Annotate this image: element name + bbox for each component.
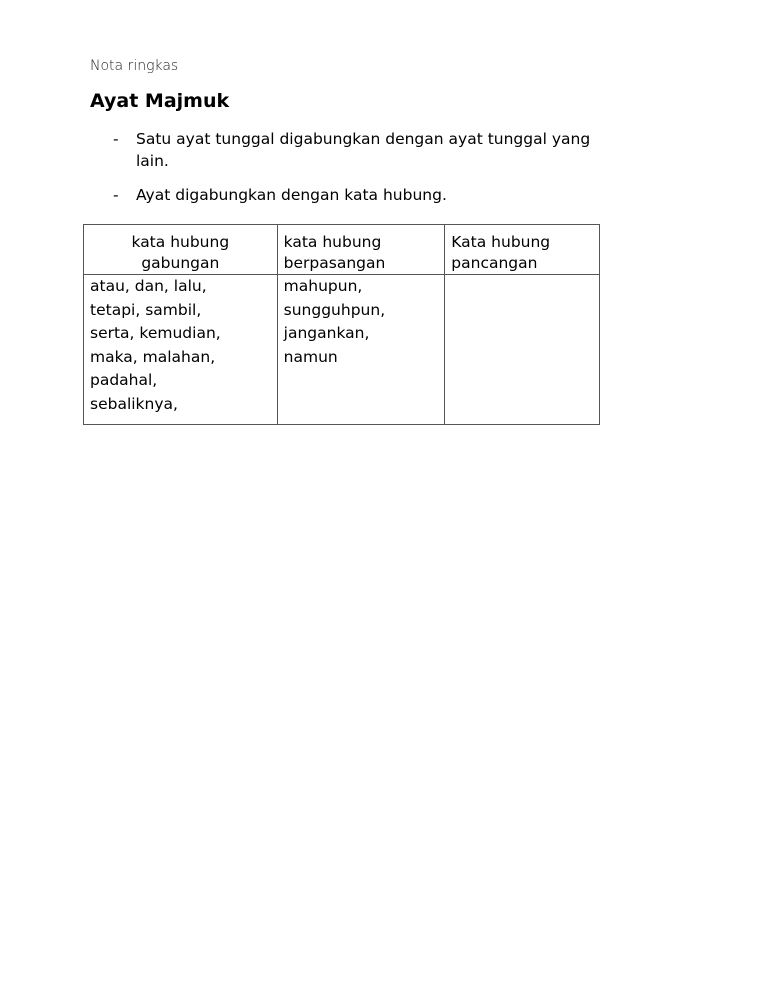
header-kata-hubung-pancangan xyxy=(445,225,600,275)
cell-line: maka, malahan, xyxy=(90,347,216,366)
cell-line: serta, kemudian, xyxy=(90,324,221,342)
bullet-item xyxy=(113,128,673,172)
bullet-text-line: lain. xyxy=(136,152,169,170)
page-title: Ayat Majmuk xyxy=(90,90,230,112)
header-line: gabungan xyxy=(141,254,220,272)
bullet-item xyxy=(113,184,673,206)
table-row xyxy=(84,275,600,425)
bullet-dash: - xyxy=(113,130,119,148)
bullet-list xyxy=(113,128,673,218)
cell-line: tetapi, sambil, xyxy=(90,300,202,319)
header-line: Kata hubung xyxy=(451,233,551,251)
bullet-dash: - xyxy=(113,186,119,204)
bullet-text-line: Ayat digabungkan dengan kata hubung. xyxy=(136,186,447,204)
cell-gabungan-list xyxy=(84,275,278,425)
cell-line: jangankan, xyxy=(283,324,370,342)
bullet-text-line: Satu ayat tunggal digabungkan dengan ayat tunggal yang xyxy=(136,130,591,148)
cell-line: sungguhpun, xyxy=(283,300,386,319)
header-line: pancangan xyxy=(451,254,538,272)
cell-line: padahal, xyxy=(90,371,158,389)
header-line: kata hubung xyxy=(131,233,230,251)
cell-line: sebaliknya, xyxy=(90,394,178,413)
note-subtitle: Nota ringkas xyxy=(90,58,179,74)
cell-line: namun xyxy=(283,347,338,366)
cell-pancangan-list xyxy=(445,275,600,425)
conjunction-table xyxy=(83,224,600,425)
header-line: kata hubung xyxy=(283,233,382,251)
table-header-row xyxy=(84,225,600,275)
header-kata-hubung-berpasangan xyxy=(277,225,445,275)
cell-line: mahupun, xyxy=(283,277,363,295)
cell-line: atau, dan, lalu, xyxy=(90,277,207,295)
header-line: berpasangan xyxy=(283,254,386,272)
cell-berpasangan-list xyxy=(277,275,445,425)
header-kata-hubung-gabungan xyxy=(84,225,278,275)
